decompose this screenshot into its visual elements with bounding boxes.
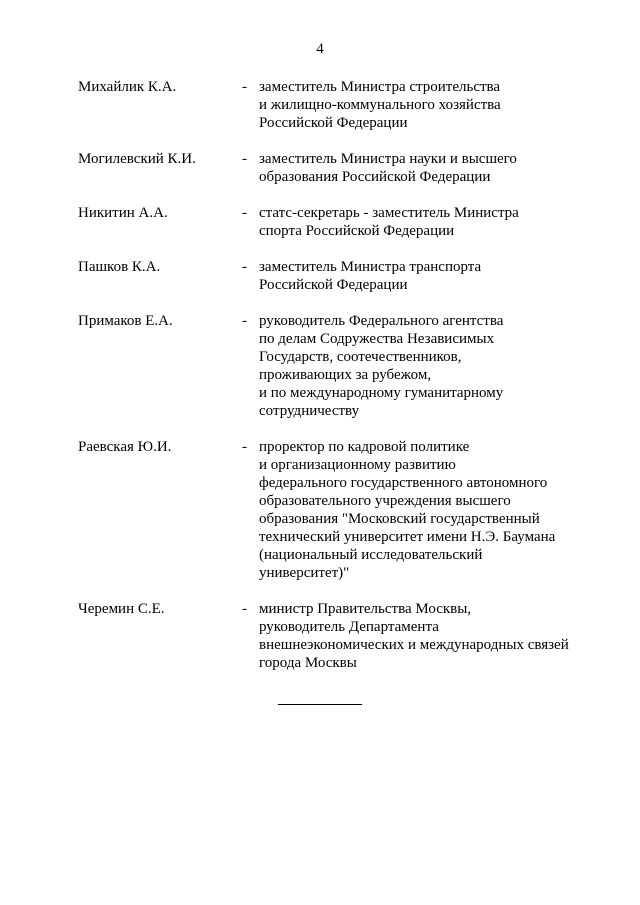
position-line: министр Правительства Москвы, (259, 601, 472, 617)
position-line: университет)" (259, 565, 350, 581)
list-item (0, 78, 640, 132)
closing-rule (278, 704, 362, 705)
position-line: и жилищно-коммунального хозяйства (259, 97, 501, 113)
member-list (0, 78, 640, 690)
separator-dash: - (242, 313, 247, 329)
position-line: и организационному развитию (259, 457, 456, 473)
person-name: Михайлик К.А. (78, 79, 177, 95)
position-line: (национальный исследовательский (259, 547, 483, 563)
person-name: Черемин С.Е. (78, 601, 165, 617)
position-line: технический университет имени Н.Э. Баумана (259, 529, 556, 545)
person-position (259, 600, 579, 672)
position-line: руководитель Федерального агентства (259, 313, 504, 329)
person-position (259, 438, 579, 582)
position-line: по делам Содружества Независимых (259, 331, 495, 347)
separator-dash: - (242, 79, 247, 95)
separator-dash: - (242, 259, 247, 275)
position-line: образовательного учреждения высшего (259, 493, 511, 509)
position-line: и по международному гуманитарному (259, 385, 504, 401)
position-line: сотрудничеству (259, 403, 360, 419)
list-item (0, 600, 640, 672)
list-item (0, 150, 640, 186)
list-item (0, 438, 640, 582)
position-line: Российской Федерации (259, 115, 408, 131)
person-position (259, 78, 579, 132)
position-line: руководитель Департамента (259, 619, 439, 635)
list-item (0, 312, 640, 420)
person-position (259, 204, 579, 240)
list-item (0, 258, 640, 294)
position-line: проживающих за рубежом, (259, 367, 432, 383)
separator-dash: - (242, 601, 247, 617)
separator-dash: - (242, 151, 247, 167)
position-line: образования Российской Федерации (259, 169, 491, 185)
position-line: проректор по кадровой политике (259, 439, 470, 455)
person-name: Никитин А.А. (78, 205, 168, 221)
position-line: города Москвы (259, 655, 357, 671)
position-line: заместитель Министра транспорта (259, 259, 482, 275)
list-item (0, 204, 640, 240)
person-position (259, 312, 579, 420)
person-name: Раевская Ю.И. (78, 439, 172, 455)
person-position (259, 258, 579, 294)
position-line: Российской Федерации (259, 277, 408, 293)
position-line: спорта Российской Федерации (259, 223, 455, 239)
position-line: федерального государственного автономного (259, 475, 548, 491)
person-name: Пашков К.А. (78, 259, 161, 275)
position-line: образования "Московский государственный (259, 511, 540, 527)
position-line: статс-секретарь - заместитель Министра (259, 205, 519, 221)
person-name: Примаков Е.А. (78, 313, 173, 329)
position-line: внешнеэкономических и международных связей (259, 637, 569, 653)
page-number: 4 (316, 41, 324, 57)
person-position (259, 150, 579, 186)
separator-dash: - (242, 439, 247, 455)
position-line: заместитель Министра науки и высшего (259, 151, 517, 167)
separator-dash: - (242, 205, 247, 221)
person-name: Могилевский К.И. (78, 151, 196, 167)
position-line: Государств, соотечественников, (259, 349, 462, 365)
position-line: заместитель Министра строительства (259, 79, 501, 95)
